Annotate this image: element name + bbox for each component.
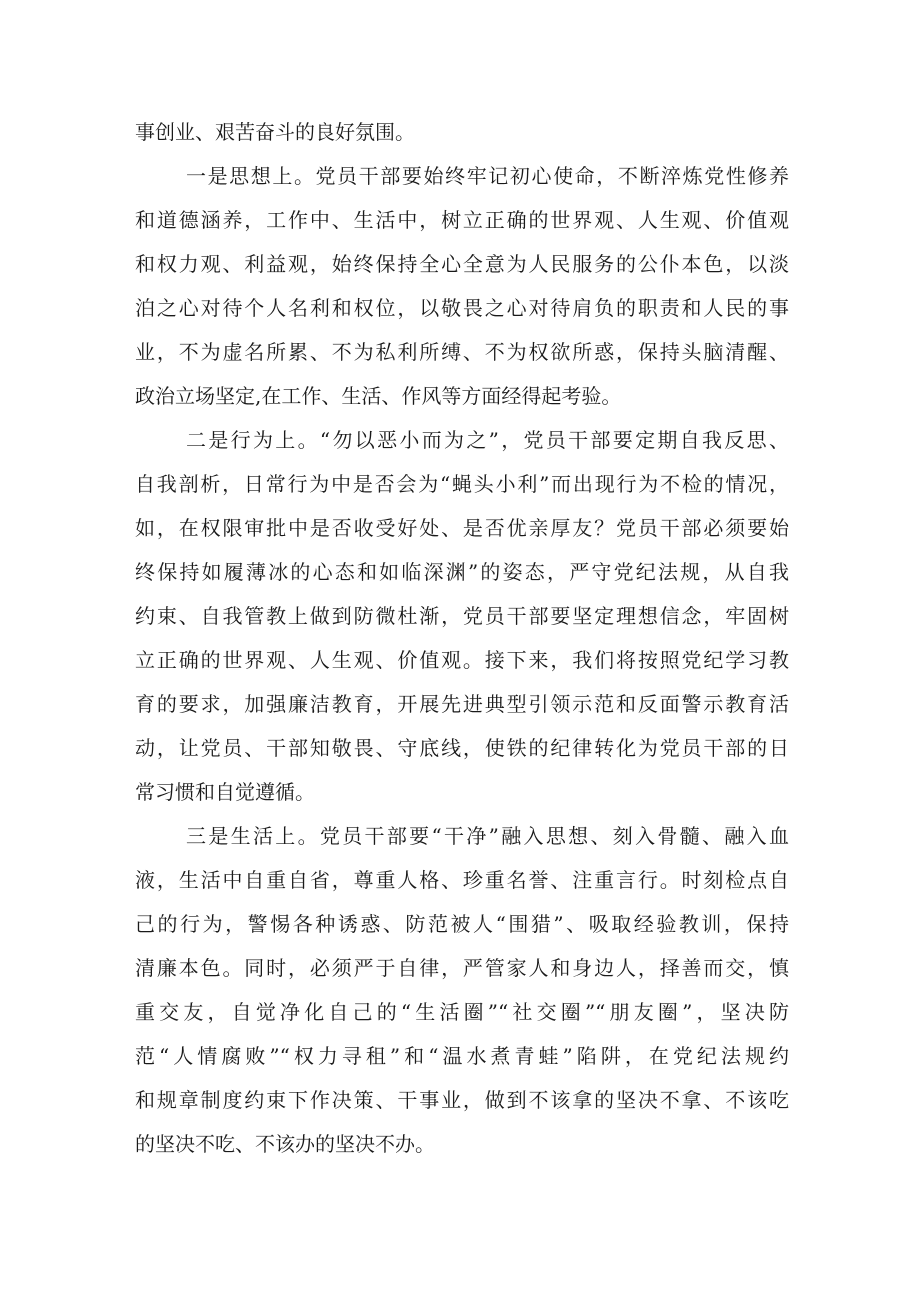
text-line: 一是思想上。党员干部要始终牢记初心使命，不断淬炼党性修养 <box>186 164 789 188</box>
text-line: 终保持如履薄冰的心态和如临深渊”的姿态，严守党纪法规，从自我 <box>135 560 789 584</box>
text-line: 重交友，自觉净化自己的“生活圈”“社交圈”“朋友圈”，坚决防 <box>135 1000 789 1024</box>
text-line: 立正确的世界观、人生观、价值观。接下来，我们将按照党纪学习教 <box>135 648 789 672</box>
text-line: 范“人情腐败”“权力寻租”和“温水煮青蛙”陷阱，在党纪法规约 <box>135 1044 789 1068</box>
text-line: 事创业、艰苦奋斗的良好氛围。 <box>135 120 415 144</box>
text-line: 常习惯和自觉遵循。 <box>135 780 315 804</box>
text-line: 液，生活中自重自省，尊重人格、珍重名誉、注重言行。时刻检点自 <box>135 868 789 892</box>
text-line: 政治立场坚定,在工作、生活、作风等方面经得起考验。 <box>135 384 622 408</box>
text-line: 和道德涵养，工作中、生活中，树立正确的世界观、人生观、价值观 <box>135 208 789 232</box>
text-line: 自我剖析，日常行为中是否会为“蝇头小利”而出现行为不检的情况， <box>135 472 789 496</box>
text-line: 泊之心对待个人名利和权位，以敬畏之心对待肩负的职责和人民的事 <box>135 296 789 320</box>
text-line: 动，让党员、干部知敬畏、守底线，使铁的纪律转化为党员干部的日 <box>135 736 789 760</box>
text-line: 己的行为，警惕各种诱惑、防范被人“围猎”、吸取经验教训，保持 <box>135 912 789 936</box>
text-line: 约束、自我管教上做到防微杜渐，党员干部要坚定理想信念，牢固树 <box>135 604 789 628</box>
text-line: 业，不为虚名所累、不为私利所缚、不为权欲所惑，保持头脑清醒、 <box>135 340 789 364</box>
text-line: 和规章制度约束下作决策、干事业，做到不该拿的坚决不拿、不该吃 <box>135 1088 789 1112</box>
text-line: 的坚决不吃、不该办的坚决不办。 <box>135 1132 435 1156</box>
text-line: 和权力观、利益观，始终保持全心全意为人民服务的公仆本色，以淡 <box>135 252 789 276</box>
text-line: 育的要求，加强廉洁教育，开展先进典型引领示范和反面警示教育活 <box>135 692 789 716</box>
text-line: 三是生活上。党员干部要“干净”融入思想、刻入骨髓、融入血 <box>186 824 789 848</box>
text-line: 清廉本色。同时，必须严于自律，严管家人和身边人，择善而交，慎 <box>135 956 789 980</box>
text-line: 二是行为上。“勿以恶小而为之”，党员干部要定期自我反思、 <box>186 428 789 452</box>
text-line: 如，在权限审批中是否收受好处、是否优亲厚友？党员干部必须要始 <box>135 516 789 540</box>
